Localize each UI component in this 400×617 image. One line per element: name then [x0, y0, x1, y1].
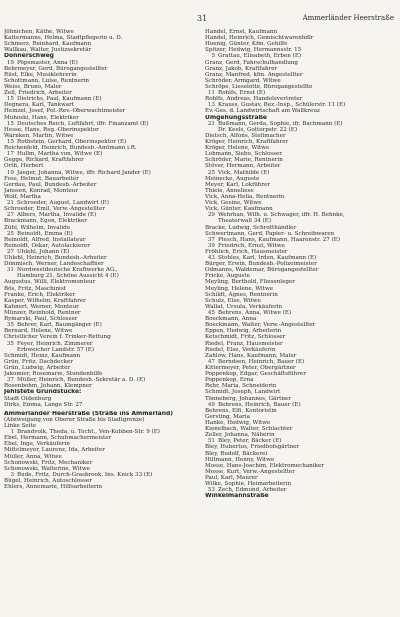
house-number: 21: [6, 200, 14, 207]
entry-text: Franke, Erich, Elektriker: [4, 291, 76, 298]
entry-text: Behrens, Anna, Witwe (E): [218, 310, 292, 317]
entry-text: Behrer, Karl, Baumgänger (E): [17, 322, 102, 329]
entry-text: Hamburg 21, Schöne Aussicht 4 (E): [17, 273, 119, 280]
entry-text: Rosenbohm, Johann, Klempner: [4, 383, 92, 390]
entry-text: Behrmeyer, Gerd, Bürogangestellter: [4, 65, 108, 72]
entry-text: Bös, Fritz, Maschinist: [4, 285, 66, 292]
entry-text: Bley, Hubertus, Friedhofsgärtner: [205, 444, 300, 451]
entry-text: Bernard, Helene, Witwe: [4, 328, 73, 335]
entry-text: (Abzweigung von Oberer Straße bis Stadtgrenze): [4, 416, 145, 423]
entry-text: Theaterwall 34 (E): [218, 218, 272, 225]
house-number: 25: [207, 169, 215, 176]
entry-text: Bude, Fritz, Durch-Grasbrook, Ins. Knick 33 (E): [17, 471, 153, 478]
entry-text: Warnken, Martin, Witwe: [4, 132, 74, 139]
entry-text: Mittelmeyer, Laurenz, Ida, Arbeiter: [4, 447, 105, 454]
entry-text: Kröger, Helene, Witwe: [205, 145, 270, 152]
house-number: 53: [207, 487, 215, 494]
entry-text: Meyling, Berthold, Fliesenleger: [205, 279, 295, 286]
entry-text: Bracke, Ludwig, Schrotthändler: [205, 224, 297, 231]
entry-text: Gerdau, Paul, Bundesb.-Arbeiter: [4, 181, 97, 188]
entry-text: Ehlers, Annemarie, Hilfsarbeiterin: [4, 484, 103, 491]
entry-text: Vick, Mathilde (E): [218, 169, 270, 176]
house-number: 15: [6, 138, 14, 145]
house-number: 25: [6, 230, 14, 237]
entry-text: Pöpsmaster, Anna (E): [17, 59, 78, 66]
entry-text: Thiele, Anneliese: [205, 187, 254, 194]
entry-text: Stohles, Karl, Irden, Kaufmann (E): [218, 255, 317, 262]
house-number: 37: [6, 377, 14, 384]
entry-text: Kattermanns, Helma, Stadtpflegerin u. D.: [4, 35, 123, 42]
running-title: Ammerländer Heerstraße: [302, 14, 394, 22]
entry-text: Heinzel, Josef, Pol.-Rev.-Oberwachtmeister: [4, 108, 126, 115]
entry-text: Rohlfs, Andreas, Handelsvertreter: [205, 96, 303, 103]
entry-text: Wehrhan, Wilh. u. Schwager, iffr. H. Behnke,: [218, 212, 345, 219]
entry-text: Granz, Manfred, kfm. Angestellter: [205, 71, 303, 78]
entry-text: Wilke, Sophie, Heimarbeiterin: [205, 481, 292, 488]
section-heading: [205, 493, 399, 499]
house-number: 45: [207, 310, 215, 317]
entry-text: Schulz, Else, Witwe: [205, 297, 261, 304]
entry-text: Riedel, Franz, Hausmeister: [205, 340, 283, 347]
entry-text: Schonowski, Fritz, Mechaniker: [4, 459, 93, 466]
entry-text: Bürger, Erwin, Bundesb.-Polizeimeister: [205, 261, 317, 268]
page-header: [0, 14, 400, 26]
entry-text: Riedel, Else, Verkäuferin: [205, 346, 276, 353]
entry-text: Feyer, Heinrich, Zimmerer: [17, 340, 93, 347]
entry-text: Odmanns, Waldemar, Bürogangestellter: [205, 267, 319, 274]
house-number: 51: [207, 438, 215, 445]
entry-text: Brandvolk, Theda, u. Tocht., Ven-Kobben-Str. 9 (E): [17, 429, 160, 436]
entry-text: Poppenkop, Edgar, Geschäftsführer: [205, 371, 306, 378]
entry-text: Müller, Heinrich, Bundesb.-Sekretär a. D. (E): [17, 377, 146, 384]
entry-text: Foss, Helmut, Bauarbeiter: [4, 175, 79, 182]
entry-text: Dr. Keels, Gottorpstr. 22 (E): [218, 126, 297, 133]
entry-text: Schmerz, Reinhard, Kaufmann: [4, 41, 92, 48]
house-number: 5: [211, 53, 215, 60]
entry-text: Grün, Ludwig, Arbeiter: [4, 365, 71, 372]
entry-text: Paul, Karl, Maurer: [205, 474, 258, 481]
entry-text: Schmidt, Heinz, Kaufmann: [4, 352, 81, 359]
entry-text: Deutsches Reich, Luftfahrt, iffr. Finanzamt (E): [17, 120, 149, 127]
entry-text: Vick, Günter, Kaufmann: [205, 206, 273, 213]
entry-text: Fröhlich, Erich, Hausmeister: [205, 248, 288, 255]
entry-text: Rymarski, Paul, Schlosser: [4, 316, 78, 323]
entry-text: Hanke, Hedwig, Witwe: [205, 420, 271, 426]
entry-text: Behrens, Elfi, Kontoristin: [205, 407, 277, 414]
house-number: 35: [6, 340, 14, 347]
house-number: 29: [207, 212, 215, 219]
entry-text: Brackmann, Egon, Elektriker: [4, 218, 87, 225]
entry-text: Nordwestdeutsche Kraftwerke AG.,: [17, 267, 118, 274]
entry-text: Boeckmann, Walter, Verw.-Angestellter: [205, 322, 316, 329]
entry-text: Ev.-Ges. d. Landwirtschaft am Wallkreuz: [205, 108, 320, 115]
entry-text: Rehr, Maria, Schneiderin: [205, 383, 277, 390]
house-number: 31: [6, 267, 14, 274]
entry-text: Uhlehl, Heinrich, Bundesb.-Arbeiter: [4, 255, 107, 262]
entry-text: Bley, Rudolf, Bäckerei: [205, 450, 268, 457]
entry-text: Münzer, Reinhold, Rentner: [4, 310, 81, 317]
heading-text: Umgehungsstraße: [205, 114, 268, 121]
entry-text: Behrens, Heinrich, Bauer (E): [218, 401, 301, 408]
entry-text: Poppenkop, Erna: [205, 377, 254, 384]
entry-text: Friedrich, Ernst, Witwe: [218, 242, 285, 249]
entry-text: Kahnert, Werner, Monteur: [4, 303, 79, 310]
house-number: 49: [207, 401, 215, 408]
entry-text: Wallat, Ursula, Verkäuferin: [205, 303, 283, 310]
house-number: 27: [6, 248, 14, 255]
entry-text: Meyling, Helene, Witwe: [205, 285, 274, 292]
entry-text: Bußmann, Gerda, Sophie, ifr. Bachmann (E): [218, 120, 343, 127]
entry-text: Hesse, Hans, Reg.-Oberinspektor: [4, 126, 99, 133]
entry-text: Fricke, Auguste: [205, 273, 250, 280]
entry-text: Jaeger, Johanna, Witwe, iffr. Richard Jander (E): [17, 169, 151, 176]
heading-text: Ammerländer Heerstraße (Straße ins Ammerland): [4, 410, 173, 417]
house-number: 13: [207, 102, 215, 109]
heading-text: Winkelmannstraße: [205, 493, 269, 500]
house-number: 37: [207, 236, 215, 243]
heading-text: Jehlstete Grundstücke:: [4, 389, 82, 396]
entry-text: Müller, Anna, Witwe: [4, 453, 62, 460]
entry-text: Vick, Anna-Helia, Rentnerin: [205, 193, 285, 200]
entry-text: Meinecke, Auguste: [205, 175, 260, 182]
entry-text: Bügel, Heinrich, Autoschlosser: [4, 477, 93, 484]
entry-text: Schottmann, Luise, Rentnerin: [4, 77, 90, 84]
entry-text: Zell, Friedrich, Arbeiter: [4, 90, 72, 97]
house-number: 19: [6, 169, 14, 176]
entry-text: Vick, Gesine, Witwe: [205, 200, 262, 207]
left-column: [4, 29, 190, 490]
entry-text: Linke Seite: [4, 423, 37, 429]
house-number: 15: [6, 120, 14, 127]
entry-text: Dietsch, Alfons, Stellmacher: [205, 132, 286, 139]
entry-text: Dietrichs, Paul, Kaufmann (E): [17, 96, 102, 103]
entry-text: Bley, Peter, Bäcker (E): [218, 438, 282, 445]
entry-text: Grün, Fritz, Dachdecker: [4, 358, 73, 365]
entry-text: Zühl, Wilhelm, Invalide: [4, 224, 71, 231]
entry-text: Kasper, Wilhelm, Kraftfahrer: [4, 297, 86, 304]
entry-text: Schroeder, Emil, Verw.-Angestellter: [4, 206, 106, 213]
entry-text: Reinoldt, Alfred, Installateur: [4, 236, 86, 243]
page-number: 31: [197, 14, 208, 23]
entry-text: Gersting, Maria: [205, 413, 250, 420]
entry-text: Meyer, Karl, Lokführer: [205, 181, 271, 188]
entry-text: Christlicher Verein f. Trinker-Rettung: [4, 334, 111, 341]
house-number: 35: [6, 322, 14, 329]
entry-text: Hiltmann, Henny, Witwe: [205, 456, 275, 463]
entry-text: Hullm, Martha von, Witwe (E): [17, 151, 103, 158]
house-number: 3: [10, 471, 14, 478]
entry-text: Augustus, Willi, Elektromonteur: [4, 279, 96, 286]
house-number: 11: [207, 90, 215, 97]
entry-text: Muhoski, Hans, Elektriker: [4, 114, 79, 121]
entry-text: Zeller, Johanna, Näherin: [205, 432, 275, 439]
entry-text: Schonowski, Walterine, Witwe: [4, 465, 90, 472]
house-number: 15: [6, 96, 14, 103]
entry-text: Grattau, Elisabeth, Erben (E): [218, 53, 302, 60]
entry-text: Schmidt, Joseph, Landwirt: [205, 389, 281, 396]
entry-text: Uhlehl, Johann (E): [17, 248, 70, 255]
entry-text: Orth, Herbert: [4, 163, 44, 170]
entry-text: Granz, Gerd, Fahrschulhandlung: [205, 59, 298, 66]
entry-text: Stadt Oldenburg: [4, 395, 52, 402]
entry-text: Janssen, Konrad, Monteur: [4, 187, 79, 194]
entry-text: Ketschmidt, Fritz, Schlosser: [205, 334, 286, 341]
entry-text: Lohmann, Siebo, Schlosser: [205, 151, 282, 158]
entry-text: Mosse, Kurt, Verw.-Angestellter: [205, 468, 295, 475]
entry-text: Dimmisch, Werner, Landeschaffner: [4, 261, 104, 268]
entry-text: Berndsen, Heinrich, Bauer (E): [218, 358, 305, 365]
house-number: 17: [6, 151, 14, 158]
entry-text: Krauss, Gustav, Bez.-Insp., Schülerstr. 11 (E): [218, 102, 346, 109]
entry-text: Albers, Martha, Invalide (E): [17, 212, 97, 219]
entry-text: Tönneberg, Johannes, Gärtner: [205, 395, 291, 402]
heading-text: Donnerschweg: [4, 53, 54, 60]
directory-entry: [4, 484, 190, 490]
house-number: 27: [6, 212, 14, 219]
entry-text: Wolf, Martha: [4, 193, 41, 200]
house-number: 39: [207, 242, 215, 249]
entry-text: Stöver, Hermann, Arbeiter: [205, 163, 281, 170]
entry-text: Kröger, Heinrich, Kraftfahrer: [205, 138, 289, 145]
entry-text: Rothstein, Gerhard, Oberinspektor (E): [17, 138, 127, 145]
entry-text: Reichenfeld, Heinrich, Bundesb.-Amtmann i.R.: [4, 145, 137, 152]
right-column: [205, 29, 399, 499]
entry-text: Rüst, Elke, Musiklehrerin: [4, 71, 77, 78]
entry-text: Plesch, Hans, Kaufmann, Haarenstr. 27 (E): [218, 236, 341, 243]
entry-text: Wallkau, Walter, Justizsekretär: [4, 47, 92, 54]
house-number: 43: [207, 255, 215, 262]
house-number: 1: [10, 429, 14, 436]
entry-text: Erbweicher Landstr. 57 (E): [17, 346, 95, 353]
entry-text: Handel, Ernst, Kaufmann: [205, 29, 278, 35]
entry-text: Schröpe, Lieselotte, Bürogangestellte: [205, 83, 313, 90]
entry-text: Zech, Edmund, Arbeiter: [218, 487, 287, 494]
entry-text: Jakomier, Rosemarie, Stundenhilfe: [4, 371, 103, 378]
entry-text: Degnera, Karl, Tankwart: [4, 102, 75, 109]
entry-text: Granz, Jakob, Kraftfahrer: [205, 65, 278, 72]
house-number: 47: [207, 358, 215, 365]
entry-text: Schröder, Marie, Rentnerin: [205, 157, 283, 164]
entry-text: Rohlfs, Ernst (E): [218, 90, 266, 97]
entry-text: Spitzer, Hedwig, Hermannsstr. 15: [205, 47, 302, 54]
entry-text: Reinoldt, Oskar, Autolackierer: [4, 242, 90, 249]
entry-text: Gegge, Richard, Kraftfahrer: [4, 157, 84, 164]
entry-text: Dirks, Emma, Lange Str. 27: [4, 401, 83, 408]
entry-text: Schwertmann, Gerd, Papier- u. Schreibwaren: [205, 230, 335, 237]
entry-text: Boeckmann, Anna: [205, 316, 257, 323]
entry-text: Jöhnichen, Käthe, Witwe: [4, 29, 74, 35]
entry-text: Hoenig, Günter, Kfm. Gehilfe: [205, 41, 288, 48]
entry-text: Handel, Heinrich, Gemischtwarenhdlr: [205, 35, 314, 42]
entry-text: Schröder, Armgard, Witwe: [205, 77, 281, 84]
entry-text: Kienelbach, Walter, Schlachter: [205, 426, 293, 433]
entry-text: Schroeder, August, Landwirt (E): [17, 200, 109, 207]
entry-text: Mosse, Hans-Joachim, Elektromechaniker: [205, 462, 324, 469]
entry-text: Ebel, Hermann, Schuhmachermeister: [4, 435, 112, 442]
entry-text: Eppen, Hedwig, Arbeiterin: [205, 328, 282, 335]
entry-text: Zahlow, Hans, Kaufmann, Maler: [205, 352, 297, 359]
entry-text: Weiss, Bruno, Maler: [4, 83, 62, 90]
entry-text: Ebel, Inge, Verkäuferin: [4, 441, 70, 448]
house-number: 19: [6, 59, 14, 66]
house-number: 21: [207, 120, 215, 127]
entry-text: Schildt, Agnes, Rentnerin: [205, 291, 278, 298]
entry-text: Kittermeyer, Peter, Obergärtner: [205, 365, 296, 372]
entry-text: Reinoldt, Emma (E): [17, 230, 73, 237]
